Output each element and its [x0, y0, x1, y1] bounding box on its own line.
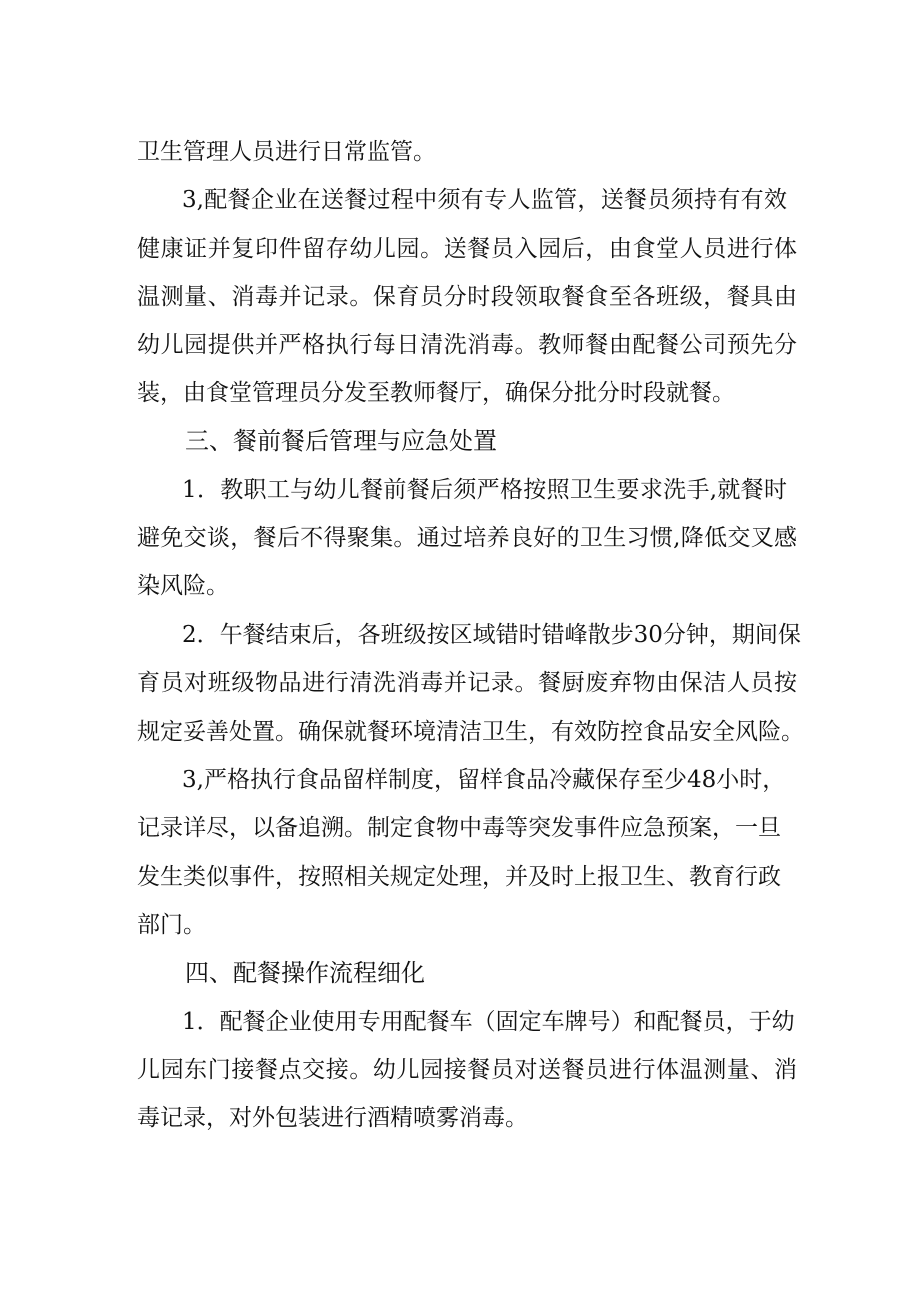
paragraph-line: 健康证并复印件留存幼儿园。送餐员入园后，由食堂人员进行体 — [137, 236, 797, 262]
paragraph-line: 儿园东门接餐点交接。幼儿园接餐员对送餐员进行体温测量、消 — [137, 1057, 797, 1083]
paragraph-line: 部门。 — [137, 912, 206, 938]
paragraph-line: 卫生管理人员进行日常监管。 — [137, 139, 436, 165]
paragraph-line: 记录详尽，以备追溯。制定食物中毒等突发事件应急预案，一旦 — [137, 815, 781, 841]
paragraph-line: 育员对班级物品进行清洗消毒并记录。餐厨废弃物由保洁人员按 — [137, 670, 797, 696]
paragraph-line: 规定妥善处置。确保就餐环境清洁卫生，有效防控食品安全风险。 — [137, 719, 804, 745]
paragraph-line: 装，由食堂管理员分发至教师餐厅，确保分批分时段就餐。 — [137, 380, 735, 406]
section-heading: 四、配餐操作流程细化 — [185, 959, 425, 987]
paragraph-line: 染风险。 — [137, 573, 229, 599]
section-heading: 三、餐前餐后管理与应急处置 — [185, 427, 497, 455]
paragraph-line: 避免交谈，餐后不得聚集。通过培养良好的卫生习惯,降低交叉感 — [137, 525, 797, 551]
paragraph-line: 1．教职工与幼儿餐前餐后须严格按照卫生要求洗手,就餐时 — [182, 477, 787, 503]
paragraph-line: 3,严格执行食品留样制度，留样食品冷藏保存至少48小时， — [182, 767, 786, 793]
paragraph-line: 温测量、消毒并记录。保育员分时段领取餐食至各班级，餐具由 — [137, 284, 797, 310]
paragraph-line: 发生类似事件，按照相关规定处理，并及时上报卫生、教育行政 — [137, 864, 781, 890]
paragraph-line: 2．午餐结束后，各班级按区域错时错峰散步30分钟，期间保 — [182, 622, 801, 648]
paragraph-line: 1．配餐企业使用专用配餐车（固定车牌号）和配餐员，于幼 — [182, 1009, 795, 1035]
paragraph-line: 毒记录，对外包装进行酒精喷雾消毒。 — [137, 1105, 528, 1131]
paragraph-line: 3,配餐企业在送餐过程中须有专人监管，送餐员须持有有效 — [182, 187, 787, 213]
paragraph-line: 幼儿园提供并严格执行每日清洗消毒。教师餐由配餐公司预先分 — [137, 332, 797, 358]
